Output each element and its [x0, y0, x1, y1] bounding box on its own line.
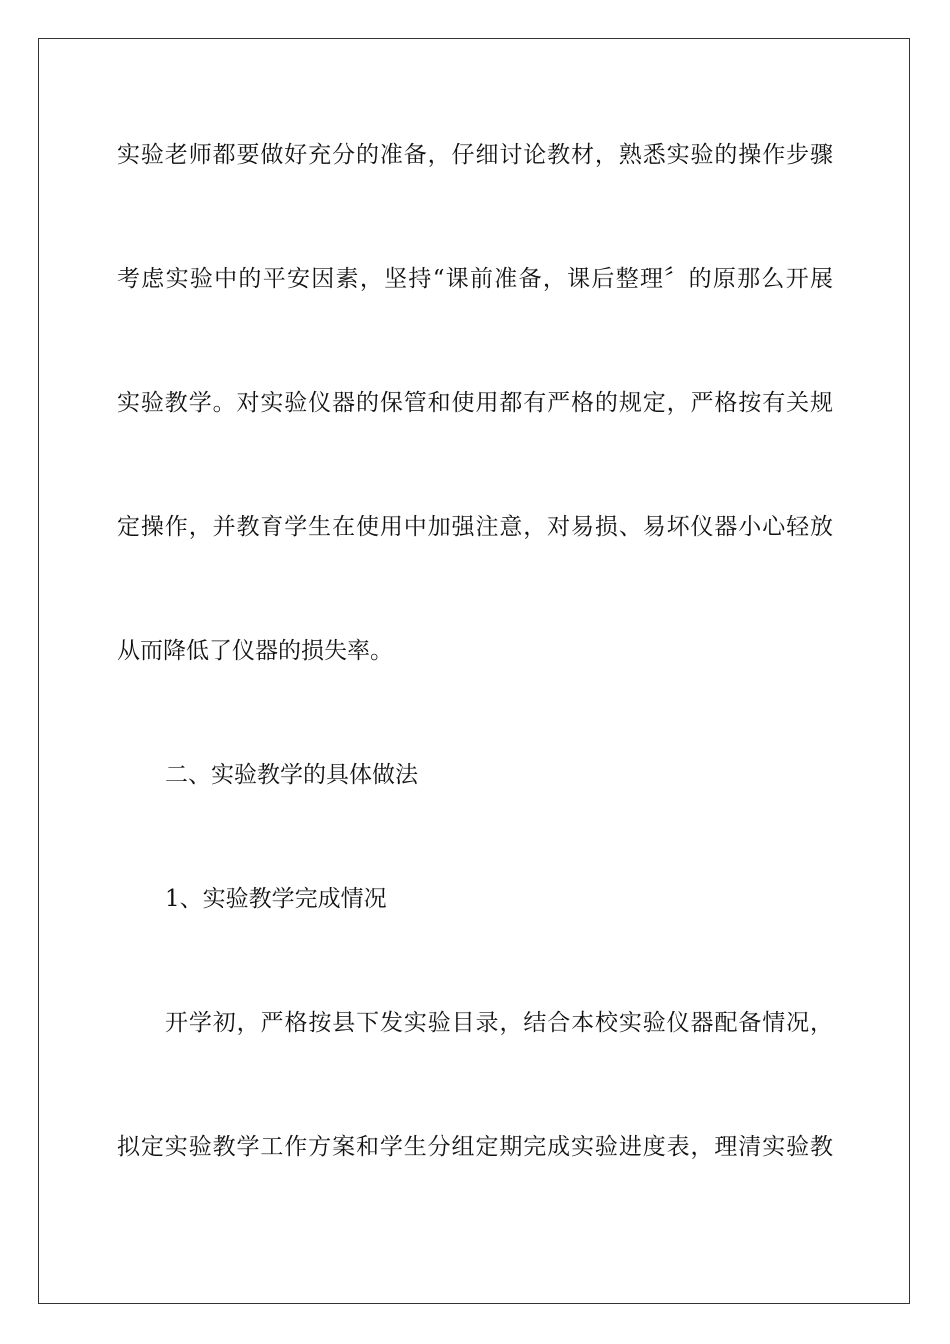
paragraph-line-1: 实验老师都要做好充分的准备，仔细讨论教材，熟悉实验的操作步骤: [117, 142, 833, 168]
paragraph-line-7: 拟定实验教学工作方案和学生分组定期完成实验进度表，理清实验教: [117, 1134, 833, 1160]
paragraph-line-4: 定操作，并教育学生在使用中加强注意，对易损、易坏仪器小心轻放: [117, 514, 833, 540]
paragraph-line-3: 实验教学。对实验仪器的保管和使用都有严格的规定，严格按有关规: [117, 390, 833, 416]
paragraph-line-5: 从而降低了仪器的损失率。: [117, 638, 393, 664]
subsection-heading: 1、实验教学完成情况: [165, 886, 387, 912]
section-heading: 二、实验教学的具体做法: [165, 762, 418, 788]
paragraph-line-6: 开学初，严格按县下发实验目录，结合本校实验仪器配备情况，: [165, 1010, 833, 1036]
page-border: [38, 38, 910, 1304]
paragraph-line-2: 考虑实验中的平安因素，坚持“课前准备，课后整理〞的原那么开展: [117, 266, 833, 292]
